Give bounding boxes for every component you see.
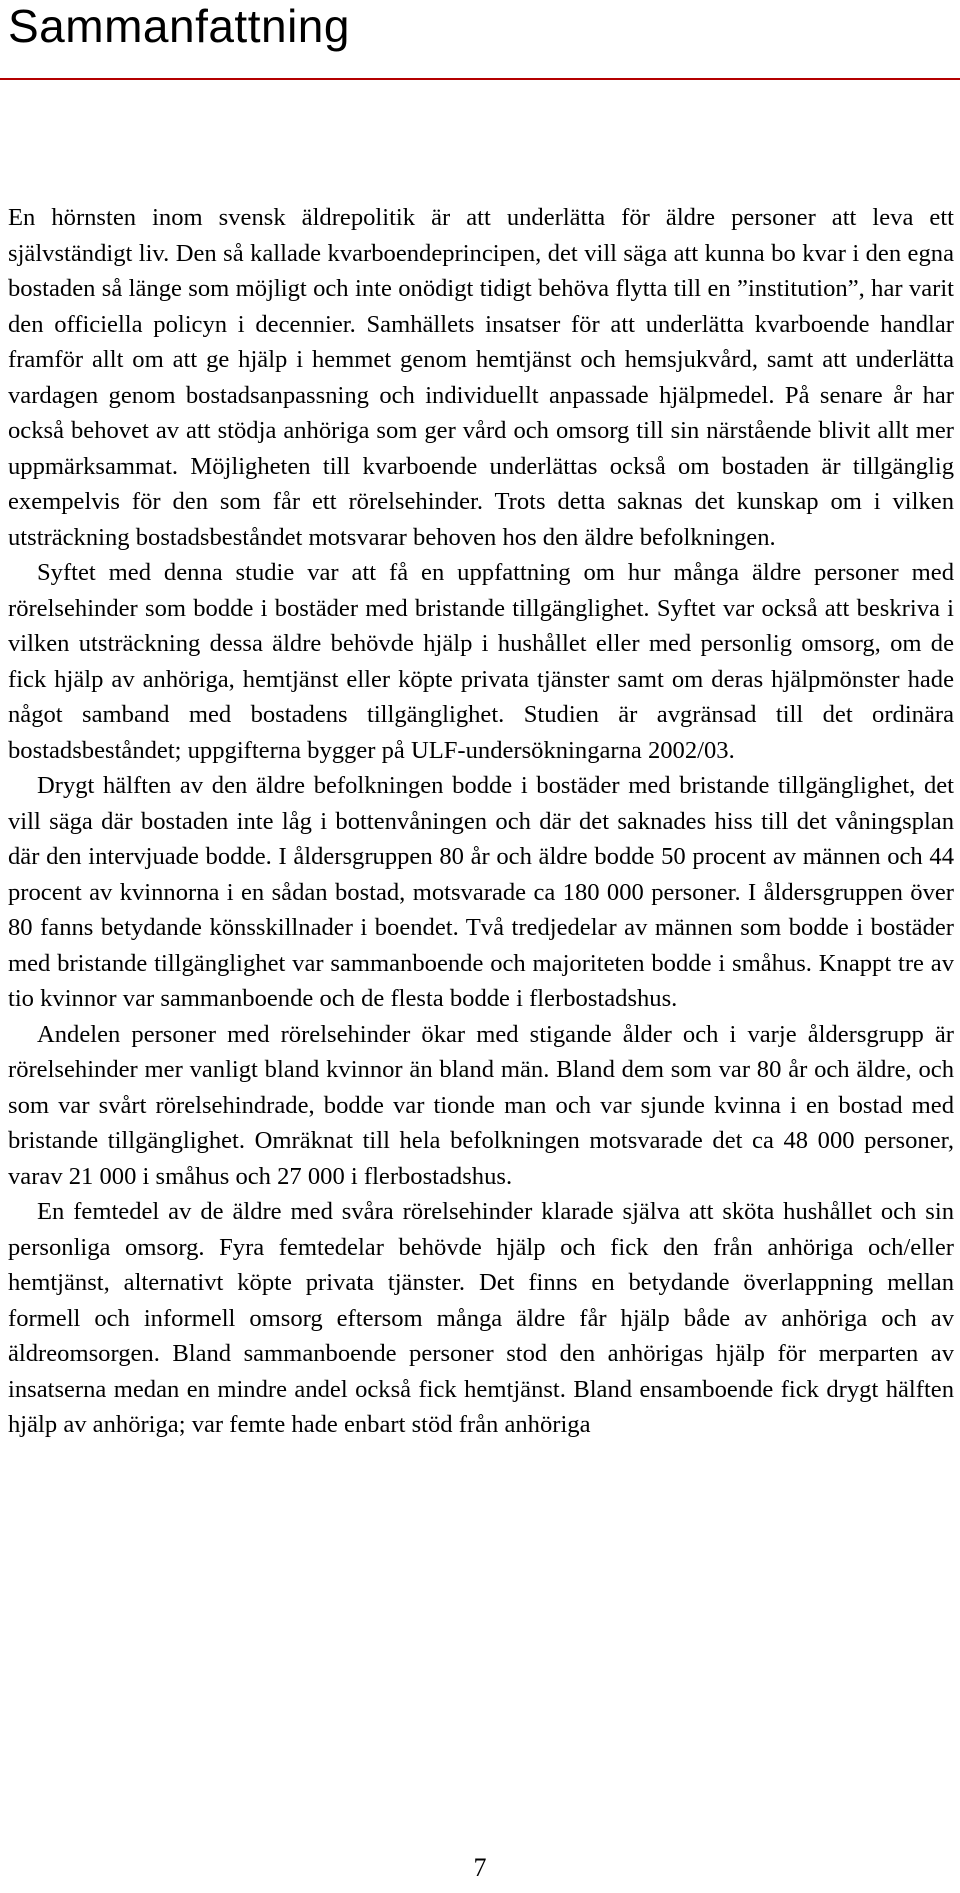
paragraph: Drygt hälften av den äldre befolkningen bodde i bostäder med bristande tillgänglighet, det vill säga där bostaden inte låg i bottenvåningen och där det saknades hiss till det våningsplan där den intervjuade bodde. I åldersgruppen 80 år och äldre bodde 50 procent av männen och 44 procent av kvinnorna i en sådan bostad, motsvarade ca 180 000 personer. I åldersgruppen över 80 fanns betydande könsskillnader i boendet. Två tredjedelar av männen som bodde i bostäder med bristande tillgänglighet var sammanboende och majoriteten bodde i småhus. Knappt tre av tio kvinnor var sammanboende och de flesta bodde i flerbostadshus.	[8, 772, 954, 1012]
paragraph: En hörnsten inom svensk äldrepolitik är att underlätta för äldre personer att leva ett självständigt liv. Den så kallade kvarboendeprincipen, det vill säga att kunna bo kvar i den egna bostaden så länge som möjligt och inte onödigt tidigt behöva flytta till en ”institution”, har varit den officiella policyn i decennier. Samhällets insatser för att underlätta kvarboende handlar framför allt om att ge hjälp i hemmet genom hemtjänst och hemsjukvård, samt att underlätta vardagen genom bostadsanpassning och individuellt anpassade hjälpmedel. På senare år har också behovet av att stödja anhöriga som ger vård och omsorg till sin närstående blivit allt mer uppmärksammat. Möjligheten till kvarboende underlättas också om bostaden är tillgänglig exempelvis för den som får ett rörelsehinder. Trots detta saknas det kunskap om i vilken utsträckning bostadsbeståndet motsvarar behoven hos den äldre befolkningen.	[8, 204, 954, 551]
title-divider	[0, 78, 960, 80]
paragraph: Syftet med denna studie var att få en uppfattning om hur många äldre personer med rörelsehinder som bodde i bostäder med bristande tillgänglighet. Syftet var också att beskriva i vilken utsträckning dessa äldre behövde hjälp i hushållet eller med personlig omsorg, om de fick hjälp av anhöriga, hemtjänst eller köpte privata tjänster samt om deras hjälpmönster hade något samband med bostadens tillgänglighet. Studien är avgränsad till det ordinära bostadsbeståndet; uppgifterna bygger på ULF-undersökningarna 2002/03.	[8, 559, 954, 764]
body-text	[8, 200, 954, 1443]
paragraph: Andelen personer med rörelsehinder ökar med stigande ålder och i varje åldersgrupp är rörelsehinder mer vanligt bland kvinnor än bland män. Bland dem som var 80 år och äldre, och som var svårt rörelsehindrade, bodde var tionde man och var sjunde kvinna i en bostad med bristande tillgänglighet. Omräknat till hela befolkningen motsvarade det ca 48 000 personer, varav 21 000 i småhus och 27 000 i flerbostadshus.	[8, 1020, 954, 1190]
paragraph: En femtedel av de äldre med svåra rörelsehinder klarade själva att sköta hushållet och sin personliga omsorg. Fyra femtedelar behövde hjälp och fick den från anhöriga och/eller hemtjänst, alternativt köpte privata tjänster. Det finns en betydande överlappning mellan formell och informell omsorg eftersom många äldre får hjälp både av anhöriga och av äldreomsorgen. Bland sammanboende personer stod den anhörigas hjälp för merparten av insatserna medan en mindre andel också fick hemtjänst. Bland ensamboende fick drygt hälften hjälp av anhöriga; var femte hade enbart stöd från anhöriga	[8, 1198, 954, 1438]
page-title: Sammanfattning	[8, 0, 350, 52]
page-number: 7	[473, 1853, 487, 1882]
